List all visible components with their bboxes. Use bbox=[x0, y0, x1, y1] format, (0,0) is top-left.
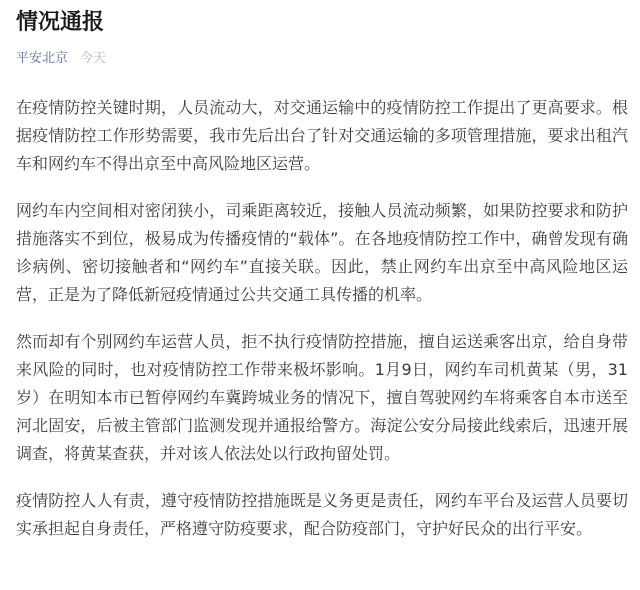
publish-date: 今天 bbox=[80, 51, 107, 66]
paragraph-3: 然而却有个别网约车运营人员，拒不执行疫情防控措施，擅自运送乘客出京，给自身带来风险的同时，也对疫情防控工作带来极坏影响。1月9日，网约车司机黄某（男，31岁）在明知本市已暂停网约车冀跨城业务的情况下，擅自驾驶网约车将乘客自本市送至河北固安，后被主管部门监测发现并通报给警方。海淀公安分局接此线索后，迅速开展调查，将黄某查获，并对该人依法处以行政拘留处罚。 bbox=[16, 332, 628, 463]
article-title: 情况通报 bbox=[16, 10, 105, 35]
paragraph-2: 网约车内空间相对密闭狭小，司乘距离较近，接触人员流动频繁，如果防控要求和防护措施落实不到位，极易成为传播疫情的“载体”。在各地疫情防控工作中，确曾发现有确诊病例、密切接触者和“网约车”直接关联。因此，禁止网约车出京至中高风险地区运营，正是为了降低新冠疫情通过公共交通工具传播的机率。 bbox=[16, 201, 628, 304]
paragraph-1: 在疫情防控关键时期，人员流动大，对交通运输中的疫情防控工作提出了更高要求。根据疫情防控工作形势需要，我市先后出台了针对交通运输的多项管理措施，要求出租汽车和网约车不得出京至中高风险地区运营。 bbox=[16, 98, 628, 173]
paragraph-4: 疫情防控人人有责，遵守疫情防控措施既是义务更是责任，网约车平台及运营人员要切实承担起自身责任，严格遵守防疫要求，配合防疫部门，守护好民众的出行平安。 bbox=[16, 491, 628, 538]
account-name-link[interactable]: 平安北京 bbox=[16, 51, 69, 66]
article-meta bbox=[16, 50, 106, 68]
article-body bbox=[16, 94, 628, 543]
